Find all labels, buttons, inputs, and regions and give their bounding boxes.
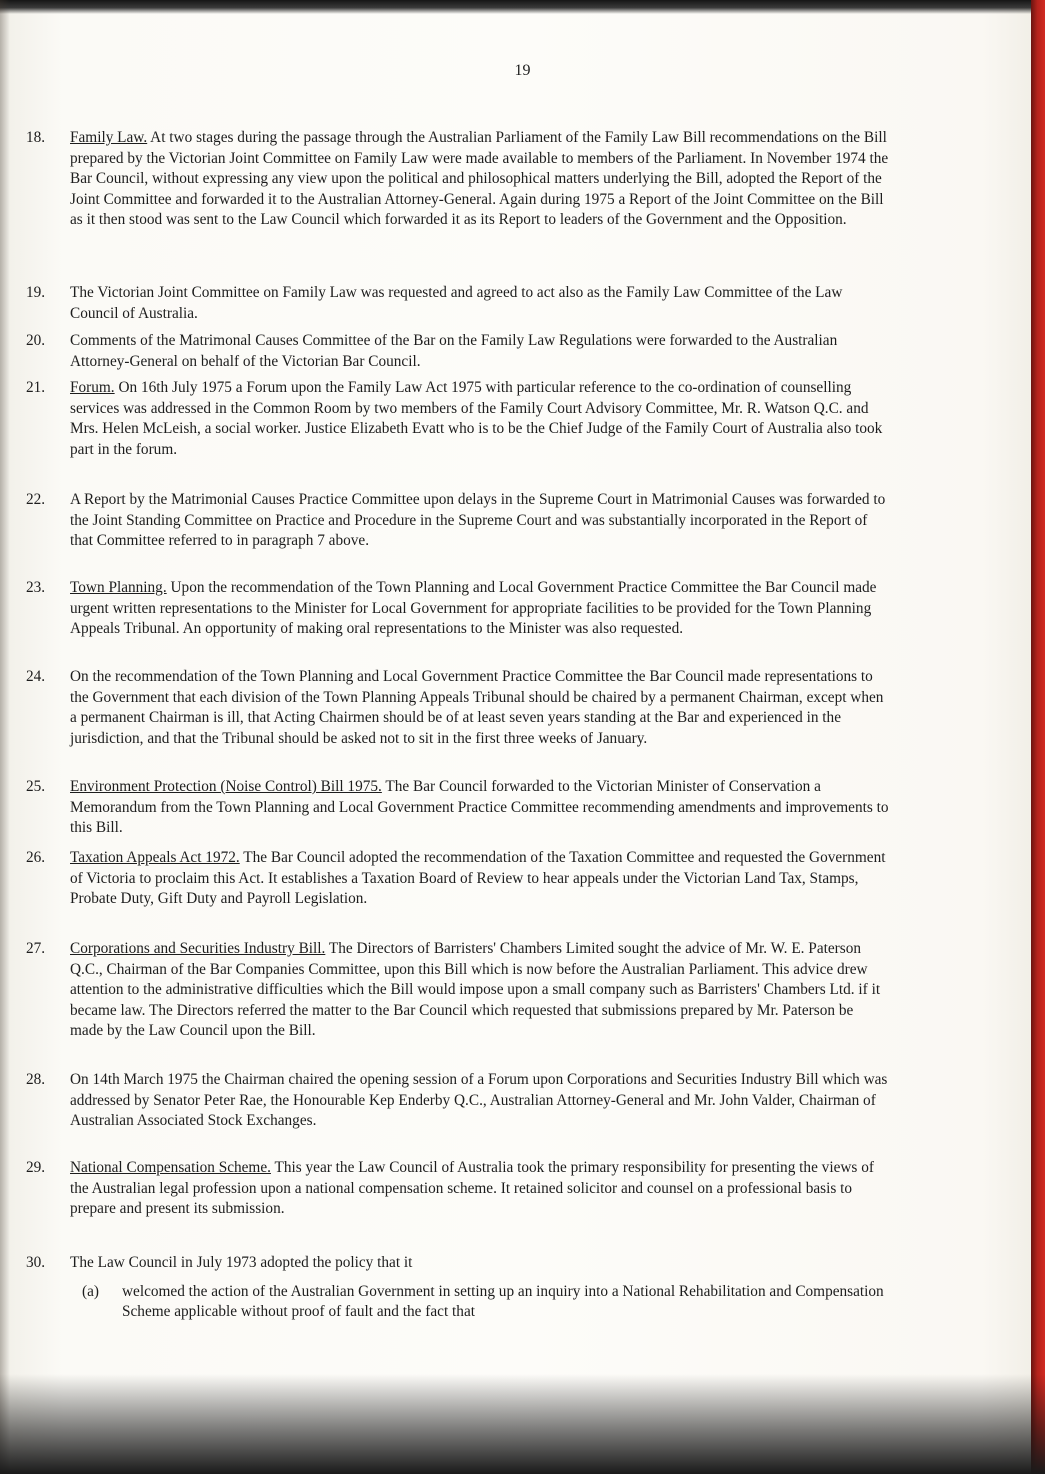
paragraph-heading: Corporations and Securities Industry Bill. — [70, 940, 326, 957]
paragraph-text: The Victorian Joint Committee on Family Law was requested and agreed to act also as the Family Law Committee of the Law Council of Australia. — [70, 284, 843, 322]
paragraph-22 — [26, 490, 890, 552]
paragraph-number: 23. — [26, 579, 46, 596]
paragraph-number: 26. — [26, 849, 46, 866]
paragraph-heading: Family Law. — [70, 129, 148, 146]
paragraph-heading: Taxation Appeals Act 1972. — [70, 849, 240, 866]
paragraph-number: 30. — [26, 1254, 46, 1271]
paragraph-number: 29. — [26, 1159, 46, 1176]
paragraph-text: On 14th March 1975 the Chairman chaired the opening session of a Forum upon Corporations and Securities Industry Bill which was addressed by Senator Peter Rae, the Honourable Kep Enderby Q.C., Australian Attorney-General and Mr. John Valder, Chairman of Australian Associated Stock Exchanges. — [70, 1071, 888, 1130]
red-binding-edge — [1031, 0, 1045, 1474]
paragraph-28 — [26, 1070, 890, 1132]
paragraph-24 — [26, 667, 890, 749]
paragraph-20 — [26, 331, 890, 372]
page-number: 19 — [514, 62, 531, 79]
paragraph-heading: Environment Protection (Noise Control) Bill 1975. — [70, 778, 382, 795]
paragraph-18 — [26, 128, 890, 231]
paragraph-number: 20. — [26, 332, 46, 349]
paragraph-number: 18. — [26, 129, 46, 146]
paragraph-text: The Bar Council forwarded to the Victorian Minister of Conservation a Memorandum from the Town Planning and Local Government Practice Committee recommending amendments and improvements to this Bill. — [70, 778, 889, 837]
paragraph-number: 24. — [26, 668, 46, 685]
page-left-shadow — [0, 0, 10, 1474]
paragraph-26 — [26, 848, 890, 910]
paragraph-number: 21. — [26, 379, 46, 396]
paragraph-text: A Report by the Matrimonial Causes Practice Committee upon delays in the Supreme Court in Matrimonial Causes was forwarded to the Joint Standing Committee on Practice and Procedure in the Supreme Court and was substantially incorporated in the Report of that Committee referred to in paragraph 7 above. — [70, 491, 886, 550]
paragraph-number: 28. — [26, 1071, 46, 1088]
paragraph-text: The Bar Council adopted the recommendation of the Taxation Committee and requested the Government of Victoria to proclaim this Act. It establishes a Taxation Board of Review to hear appeals under the Victorian Land Tax, Stamps, Probate Duty, Gift Duty and Payroll Legislation. — [70, 849, 886, 908]
page-bottom-shadow — [0, 1374, 1045, 1474]
paragraph-text: The Directors of Barristers' Chambers Limited sought the advice of Mr. W. E. Paterson Q.C., Chairman of the Bar Companies Committee, upon this Bill which is now before the Australian Parliament. This advice drew attention to the administrative difficulties which the Bill would impose upon a small company such as Barristers' Chambers Ltd. if it became law. The Directors referred the matter to the Bar Council which requested that submissions prepared by Mr. Paterson be made by the Law Council upon the Bill. — [70, 940, 881, 1040]
paragraph-text: On 16th July 1975 a Forum upon the Family Law Act 1975 with particular reference to the co-ordination of counselling services was addressed in the Common Room by two members of the Family Court Advisory Committee, Mr. R. Watson Q.C. and Mrs. Helen McLeish, a social worker. Justice Elizabeth Evatt who is to be the Chief Judge of the Family Court of Australia also took part in the forum. — [70, 379, 883, 458]
paragraph-text: On the recommendation of the Town Planning and Local Government Practice Committee the Bar Council made representations to the Government that each division of the Town Planning Appeals Tribunal should be chaired by a permanent Chairman, except when a permanent Chairman is ill, that Acting Chairmen should be of at least seven years standing at the Bar and experienced in the jurisdiction, and that the Tribunal should be asked not to sit in the first three weeks of January. — [70, 668, 884, 747]
paragraph-heading: National Compensation Scheme. — [70, 1159, 271, 1176]
paragraph-19 — [26, 283, 890, 324]
paragraph-text: This year the Law Council of Australia took the primary responsibility for presenting the views of the Australian legal profession upon a national compensation scheme. It retained solicitor and counsel on a professional basis to prepare and present its submission. — [70, 1159, 874, 1218]
paragraph-27 — [26, 939, 890, 1042]
paragraph-23 — [26, 578, 890, 640]
paragraph-text: Upon the recommendation of the Town Planning and Local Government Practice Committee the Bar Council made urgent written representations to the Minister for Local Government for appropriate facilities to be provided for the Town Planning Appeals Tribunal. An opportunity of making oral representations to the Minister was also requested. — [70, 579, 877, 638]
paragraph-number: 25. — [26, 778, 46, 795]
subitem-a — [82, 1282, 890, 1323]
paragraph-number: 19. — [26, 284, 46, 301]
paragraph-text: The Law Council in July 1973 adopted the policy that it — [70, 1254, 413, 1271]
subitem-text: welcomed the action of the Australian Government in setting up an inquiry into a National Rehabilitation and Compensation Scheme applicable without proof of fault and the fact that — [122, 1282, 884, 1321]
paragraph-number: 27. — [26, 940, 46, 957]
paragraph-30 — [26, 1253, 890, 1323]
paragraph-heading: Forum. — [70, 379, 115, 396]
paragraph-21 — [26, 378, 890, 460]
paragraph-29 — [26, 1158, 890, 1220]
page-top-edge — [0, 0, 1045, 14]
paragraph-heading: Town Planning. — [70, 579, 167, 596]
paragraph-text: At two stages during the passage through the Australian Parliament of the Family Law Bill recommendations on the Bill prepared by the Victorian Joint Committee on Family Law were made available to members of the Parliament. In November 1974 the Bar Council, without expressing any view upon the political and philosophical matters underlying the Bill, adopted the Report of the Joint Committee and forwarded it to the Australian Attorney-General. Again during 1975 a Report of the Joint Committee on the Bill as it then stood was sent to the Law Council which forwarded it as its Report to leaders of the Government and the Opposition. — [70, 129, 889, 229]
paragraph-25 — [26, 777, 890, 839]
paragraph-number: 22. — [26, 491, 46, 508]
subitem-label: (a) — [82, 1282, 99, 1300]
paragraph-text: Comments of the Matrimonal Causes Committee of the Bar on the Family Law Regulations were forwarded to the Australian Attorney-General on behalf of the Victorian Bar Council. — [70, 332, 838, 370]
